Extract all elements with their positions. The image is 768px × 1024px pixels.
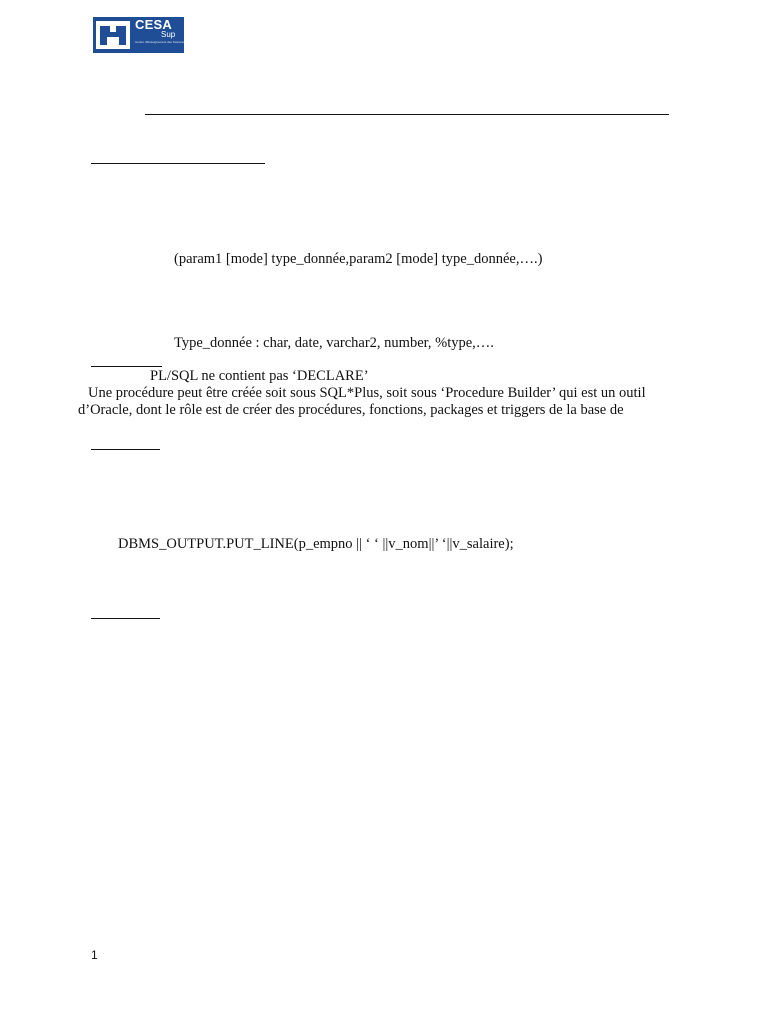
page-number: 1 (91, 948, 98, 962)
logo-title: CESA (135, 17, 172, 32)
section-heading-underline-1 (91, 163, 265, 164)
section-heading-underline-3 (91, 449, 160, 450)
params-line: (param1 [mode] type_donnée,param2 [mode] type_donnée,….) (174, 251, 543, 267)
paragraph-line-1: Une procédure peut être créée soit sous SQL*Plus, soit sous ‘Procedure Builder’ qui est un outil (88, 385, 646, 401)
logo-tagline: Centre d'Enseignement des Sciences Appliquées (135, 40, 201, 44)
section-heading-underline-4 (91, 618, 160, 619)
declare-note: PL/SQL ne contient pas ‘DECLARE’ (150, 368, 369, 384)
logo-subtitle: Sup (161, 30, 176, 39)
cesa-logo-icon (93, 17, 133, 53)
code-line: DBMS_OUTPUT.PUT_LINE(p_empno || ‘ ‘ ||v_nom||’ ‘||v_salaire); (118, 536, 514, 552)
title-underline (145, 114, 669, 115)
cesa-sup-logo (93, 17, 201, 53)
types-line: Type_donnée : char, date, varchar2, number, %type,…. (174, 335, 494, 351)
paragraph-line-2: d’Oracle, dont le rôle est de créer des procédures, fonctions, packages et triggers de la base de (78, 402, 624, 418)
section-heading-underline-2 (91, 366, 162, 367)
